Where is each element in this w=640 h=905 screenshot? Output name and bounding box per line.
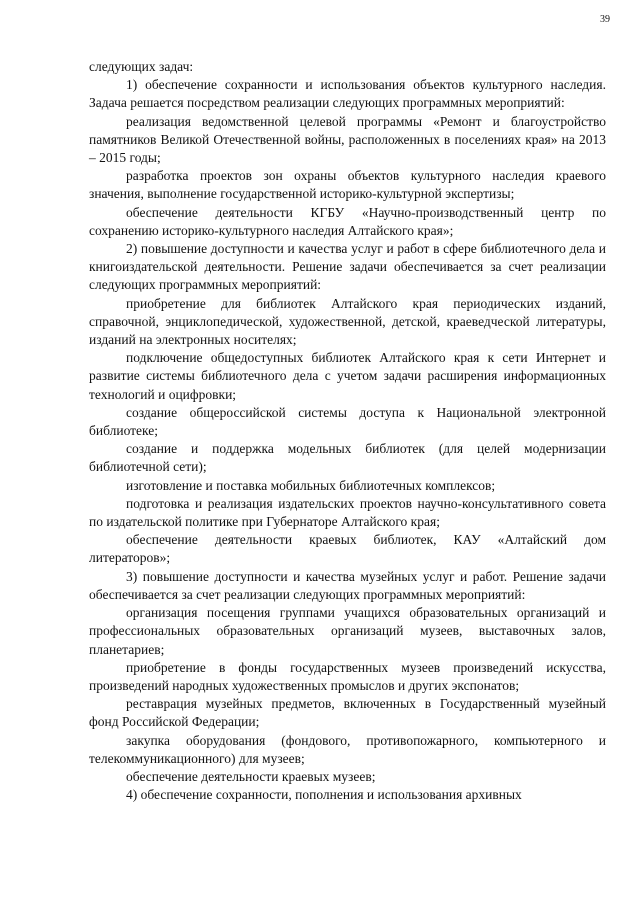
paragraph: 4) обеспечение сохранности, пополнения и использования архивных [126, 787, 522, 803]
paragraph: следующих задач: [89, 59, 194, 74]
paragraph: реализация ведомственной целевой программы «Ремонт и благоустройство памятников Великой Отечественной войны, расположенных в поселениях края» на 2013 – 2015 годы; [89, 113, 606, 166]
paragraph: 2) повышение доступности и качества услуг и работ в сфере библиотечного дела и книгоиздательской деятельности. Решение задачи обеспечивается за счет реализации следующих программных мероприятий: [89, 241, 606, 293]
page-number: 39 [600, 14, 610, 25]
paragraph: приобретение в фонды государственных музеев произведений искусства, произведений народных художественных промыслов и других экспонатов; [89, 659, 606, 693]
paragraph: организация посещения группами учащихся образовательных организаций и профессиональных образовательных организаций музеев, выставочных залов, планетариев; [89, 605, 606, 657]
paragraph: подготовка и реализация издательских проектов научно-консультативного совета по издательской политике при Губернаторе Алтайского края; [89, 495, 606, 530]
paragraph: обеспечение деятельности КГБУ «Научно-производственный центр по сохранению историко-культурного наследия Алтайского края»; [89, 204, 606, 238]
paragraph: обеспечение деятельности краевых библиотек, КАУ «Алтайский дом литераторов»; [89, 532, 606, 566]
paragraph: 3) повышение доступности и качества музейных услуг и работ. Решение задачи обеспечивается за счет реализации следующих программных мероприятий: [89, 568, 606, 602]
document-body [89, 58, 606, 804]
paragraph: разработка проектов зон охраны объектов культурного наследия краевого значения, выполнение государственной историко-культурной экспертизы; [89, 168, 606, 202]
paragraph: обеспечение деятельности краевых музеев; [126, 768, 376, 784]
paragraph: изготовление и поставка мобильных библиотечных комплексов; [126, 477, 496, 493]
paragraph: создание и поддержка модельных библиотек (для целей модернизации библиотечной сети); [89, 441, 606, 475]
paragraph: закупка оборудования (фондового, противопожарного, компьютерного и телекоммуникационного) для музеев; [89, 732, 606, 766]
paragraph: приобретение для библиотек Алтайского края периодических изданий, справочной, энциклопедической, художественной, детской, краеведческой литературы, изданий на электронных носителях; [89, 295, 606, 348]
paragraph: 1) обеспечение сохранности и использования объектов культурного наследия. Задача решается посредством реализации следующих программных мероприятий: [89, 77, 606, 111]
paragraph: реставрация музейных предметов, включенных в Государственный музейный фонд Российской Федерации; [89, 696, 606, 730]
paragraph: подключение общедоступных библиотек Алтайского края к сети Интернет и развитие системы библиотечного дела с учетом задачи расширения информационных технологий и оцифровки; [89, 350, 606, 402]
paragraph: создание общероссийской системы доступа к Национальной электронной библиотеке; [89, 404, 606, 439]
